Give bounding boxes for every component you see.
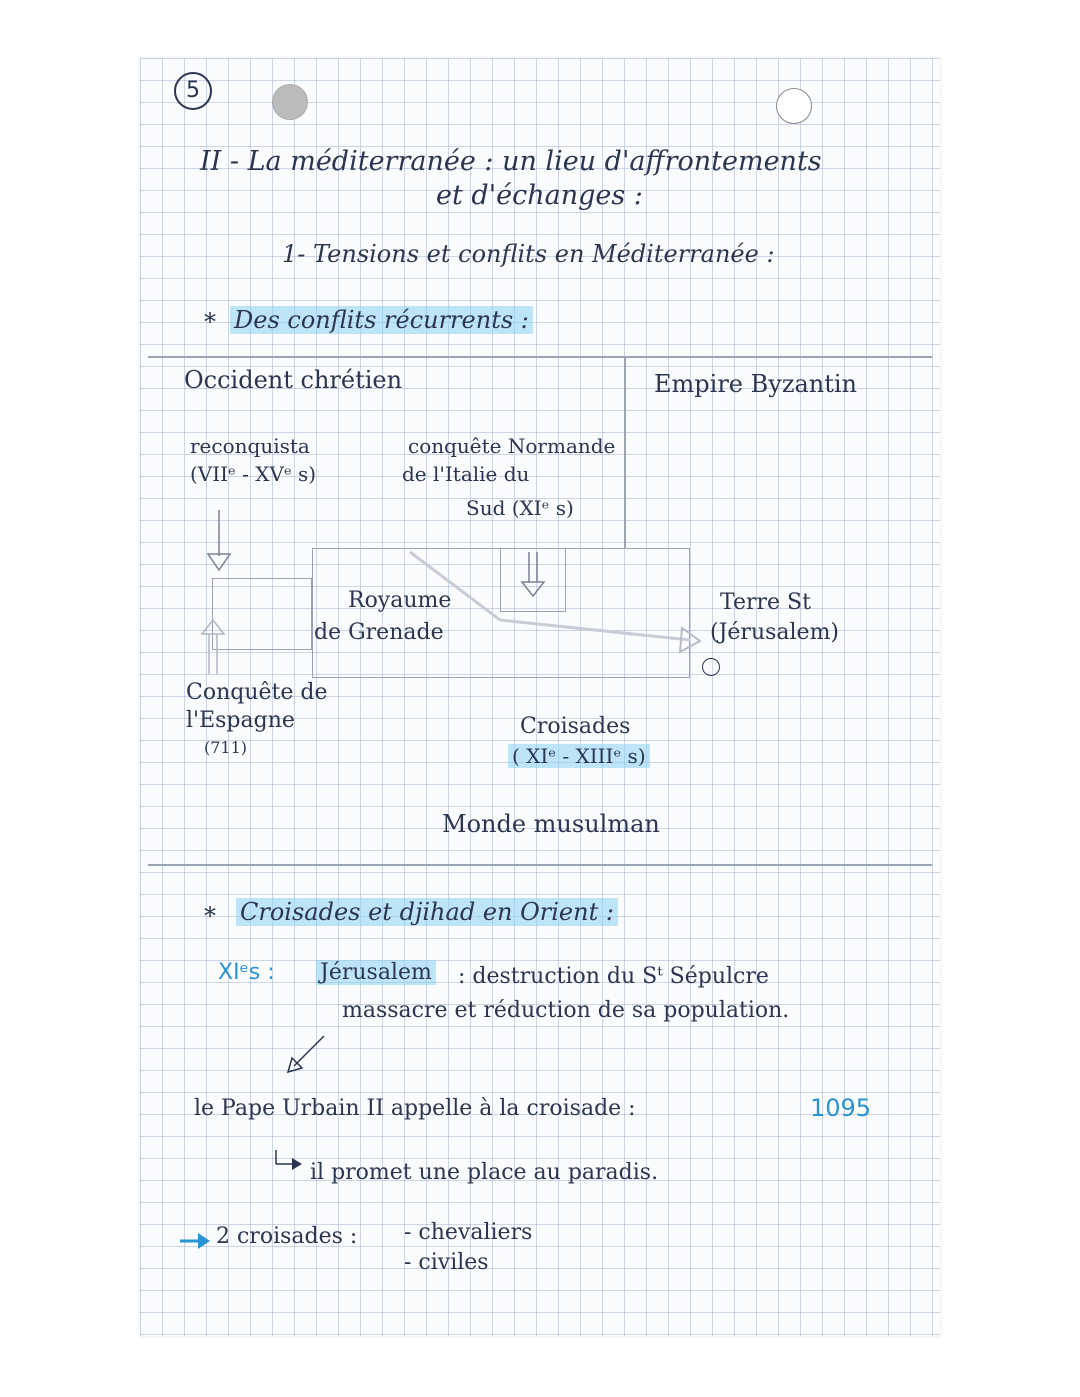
pope-text: le Pape Urbain II appelle à la croisade : [194,1096,636,1121]
pope-year: 1095 [810,1094,872,1122]
label-norman-3: Sud (XIᵉ s) [466,496,574,520]
page-number: 5 [174,72,212,110]
label-holy-land-2: (Jérusalem) [710,620,840,645]
label-occident: Occident chrétien [184,366,403,394]
binder-hole-right [776,88,812,124]
label-muslim-world: Monde musulman [442,810,660,838]
label-reconquista-dates: (VIIᵉ - XVᵉ s) [190,462,317,486]
result-item-knights: - chevaliers [404,1220,533,1245]
bullet-conflicts: * [204,308,216,336]
label-byzantium: Empire Byzantin [654,370,858,398]
diagram-byzantium-divider [624,356,626,548]
heading-line-2: et d'échanges : [436,180,643,211]
label-spain-1: Conquête de [186,680,328,705]
label-norman-2: de l'Italie du [402,462,530,486]
label-spain-2: l'Espagne [186,708,295,733]
label-granada-2: de Grenade [314,620,444,645]
label-holy-land-1: Terre St [720,590,811,615]
arrow-diagonal-icon [284,1034,328,1076]
jerusalem-marker-icon [702,658,720,676]
arrow-crusades-icon [400,548,710,678]
label-century: XIᵉs : [218,960,275,985]
event-line-1: : destruction du Sᵗ Sépulcre [458,964,769,989]
label-norman-1: conquête Normande [408,434,616,458]
notebook-page [140,58,940,1336]
label-crusades: Croisades [520,714,631,739]
bullet-crusades: * [204,902,216,930]
box-iberia [212,578,312,650]
diagram-top-border [148,356,932,358]
arrow-down-reconquista-icon [206,510,232,572]
subsection-crusades-title: Croisades et djihad en Orient : [236,898,618,926]
arrow-up-spain-icon [200,618,226,674]
promise-text: il promet une place au paradis. [310,1160,659,1185]
heading-line-1: II - La méditerranée : un lieu d'affrontements [200,146,822,177]
arrow-right-blue-icon [178,1230,212,1252]
event-line-2: massacre et réduction de sa population. [342,998,790,1023]
diagram-bottom-border [148,864,932,866]
section-title: 1- Tensions et conflits en Méditerranée : [282,240,775,268]
label-jerusalem: Jérusalem [316,960,436,985]
label-reconquista: reconquista [190,434,310,458]
result-item-civilians: - civiles [404,1250,489,1275]
arrow-return-icon [270,1148,304,1174]
label-crusades-dates: ( XIᵉ - XIIIᵉ s) [508,744,650,768]
label-granada-1: Royaume [348,588,452,613]
label-spain-3: (711) [204,738,248,757]
subsection-conflicts-title: Des conflits récurrents : [230,306,533,334]
binder-hole-left [272,84,308,120]
result-label: 2 croisades : [216,1224,358,1249]
